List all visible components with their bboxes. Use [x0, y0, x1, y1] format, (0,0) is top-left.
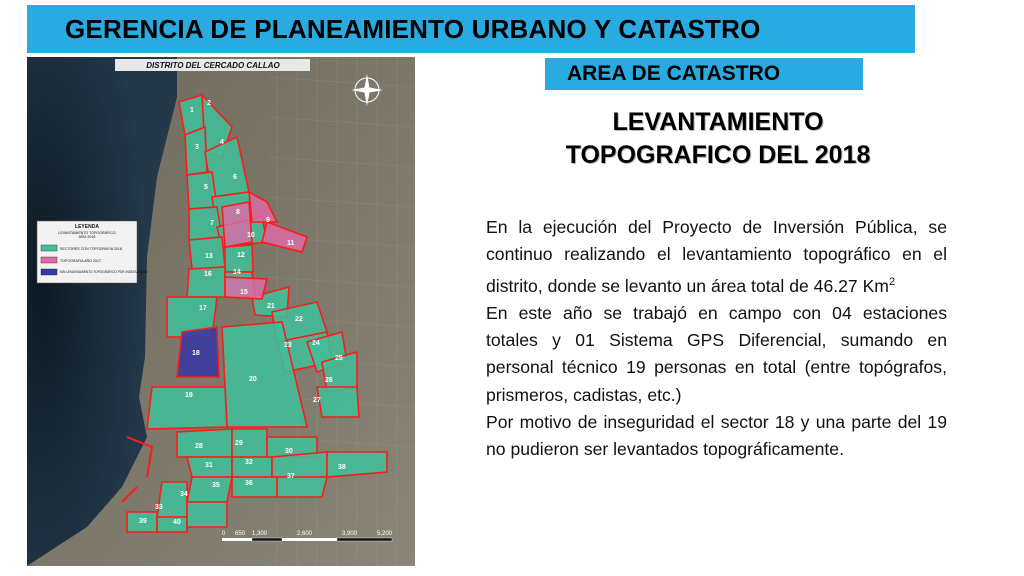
legend-subtitle-2: AÑO 2018	[78, 235, 96, 239]
sector-label: 29	[235, 440, 243, 447]
sector-label: 18	[192, 350, 200, 357]
heading-line-2: TOPOGRAFICO DEL 2018	[565, 141, 871, 169]
map-legend	[37, 221, 148, 283]
sector-label: 19	[185, 392, 193, 399]
paragraph-3: Por motivo de inseguridad el sector 18 y una parte del 19 no pudieron ser levantados topográficamente.	[486, 411, 947, 460]
map-svg	[27, 57, 415, 566]
sector-label: 20	[249, 376, 257, 383]
sector-label: 30	[285, 448, 293, 455]
scale-label: 650	[235, 531, 246, 537]
paragraph-2: En este año se trabajó en campo con 04 estaciones totales y 01 Sistema GPS Diferencial, sumando en personal técnico 19 personas en total (entre topógrafos, prismeros, cadistas, etc.)	[486, 302, 947, 405]
sector-label: 33	[155, 504, 163, 511]
sector-label: 40	[173, 519, 181, 526]
scale-label: 5,200	[377, 531, 393, 537]
sector-label: 39	[139, 518, 147, 525]
sector-label: 14	[233, 269, 241, 276]
subheader-title: AREA DE CATASTRO	[567, 62, 781, 85]
sector-label: 12	[237, 252, 245, 259]
superscript: 2	[888, 275, 896, 288]
sector-label: 16	[204, 271, 212, 278]
sector-label: 22	[295, 316, 303, 323]
legend-label: SIN LEVANTAMIENTO TOPOGRÁFICO POR INSEGURIDAD	[60, 270, 148, 274]
sector-label: 32	[245, 459, 253, 466]
sector-label: 36	[245, 480, 253, 487]
sector-label: 27	[313, 397, 321, 404]
sector-label: 11	[287, 240, 295, 247]
sector-label: 6	[233, 174, 237, 181]
scale-label: 1,300	[252, 531, 268, 537]
header-banner	[27, 5, 915, 53]
legend-label: TOPOGRAFIA AÑO 2017	[60, 259, 101, 263]
scale-label: 0	[222, 531, 226, 537]
sector-label: 10	[247, 232, 255, 239]
legend-swatch-insecure	[41, 269, 57, 275]
sector-label: 13	[205, 253, 213, 260]
body-text	[486, 214, 947, 464]
paragraph-1-text: En la ejecución del Proyecto de Inversión Pública, se continuo realizando el levantamiento topográfico en el distrito, donde se levanto un área total de 46.27 Km	[486, 217, 947, 296]
sector-label: 35	[212, 482, 220, 489]
sector-label: 28	[195, 443, 203, 450]
sector-label: 31	[205, 462, 213, 469]
legend-subtitle: LEVANTAMIENTO TOPOGRÁFICO	[58, 231, 116, 235]
legend-title: LEYENDA	[75, 224, 99, 230]
paragraph-1	[486, 214, 947, 300]
sector-label: 25	[335, 355, 343, 362]
sector-label: 34	[180, 491, 188, 498]
scale-label: 2,600	[297, 531, 313, 537]
sector-label: 8	[236, 209, 240, 216]
sector-label: 26	[325, 377, 333, 384]
sector-label: 37	[287, 473, 295, 480]
legend-swatch-2017	[41, 257, 57, 263]
sector-label: 9	[266, 217, 270, 224]
sector-label: 38	[338, 464, 346, 471]
sector-label: 4	[220, 139, 224, 146]
sector-label: 15	[240, 289, 248, 296]
sector-label: 5	[204, 184, 208, 191]
sector-label: 3	[195, 144, 199, 151]
sector-label: 23	[284, 342, 292, 349]
sector-label: 2	[207, 100, 211, 107]
header-title: GERENCIA DE PLANEAMIENTO URBANO Y CATASTRO	[65, 14, 761, 44]
district-map	[27, 57, 415, 566]
sector-label: 1	[190, 107, 194, 114]
legend-swatch-surveyed	[41, 245, 57, 251]
heading-line-1: LEVANTAMIENTO	[612, 108, 824, 136]
sector-label: 7	[210, 220, 214, 227]
section-heading	[500, 106, 936, 172]
subheader-banner	[545, 58, 863, 90]
map-title: DISTRITO DEL CERCADO CALLAO	[146, 61, 280, 70]
scale-label: 3,900	[342, 531, 358, 537]
sector-label: 24	[312, 340, 320, 347]
sector-label: 17	[199, 305, 207, 312]
legend-label: SECTORES CON TOPOGRAFIA 2018	[60, 247, 122, 251]
sector-label: 21	[267, 303, 275, 310]
